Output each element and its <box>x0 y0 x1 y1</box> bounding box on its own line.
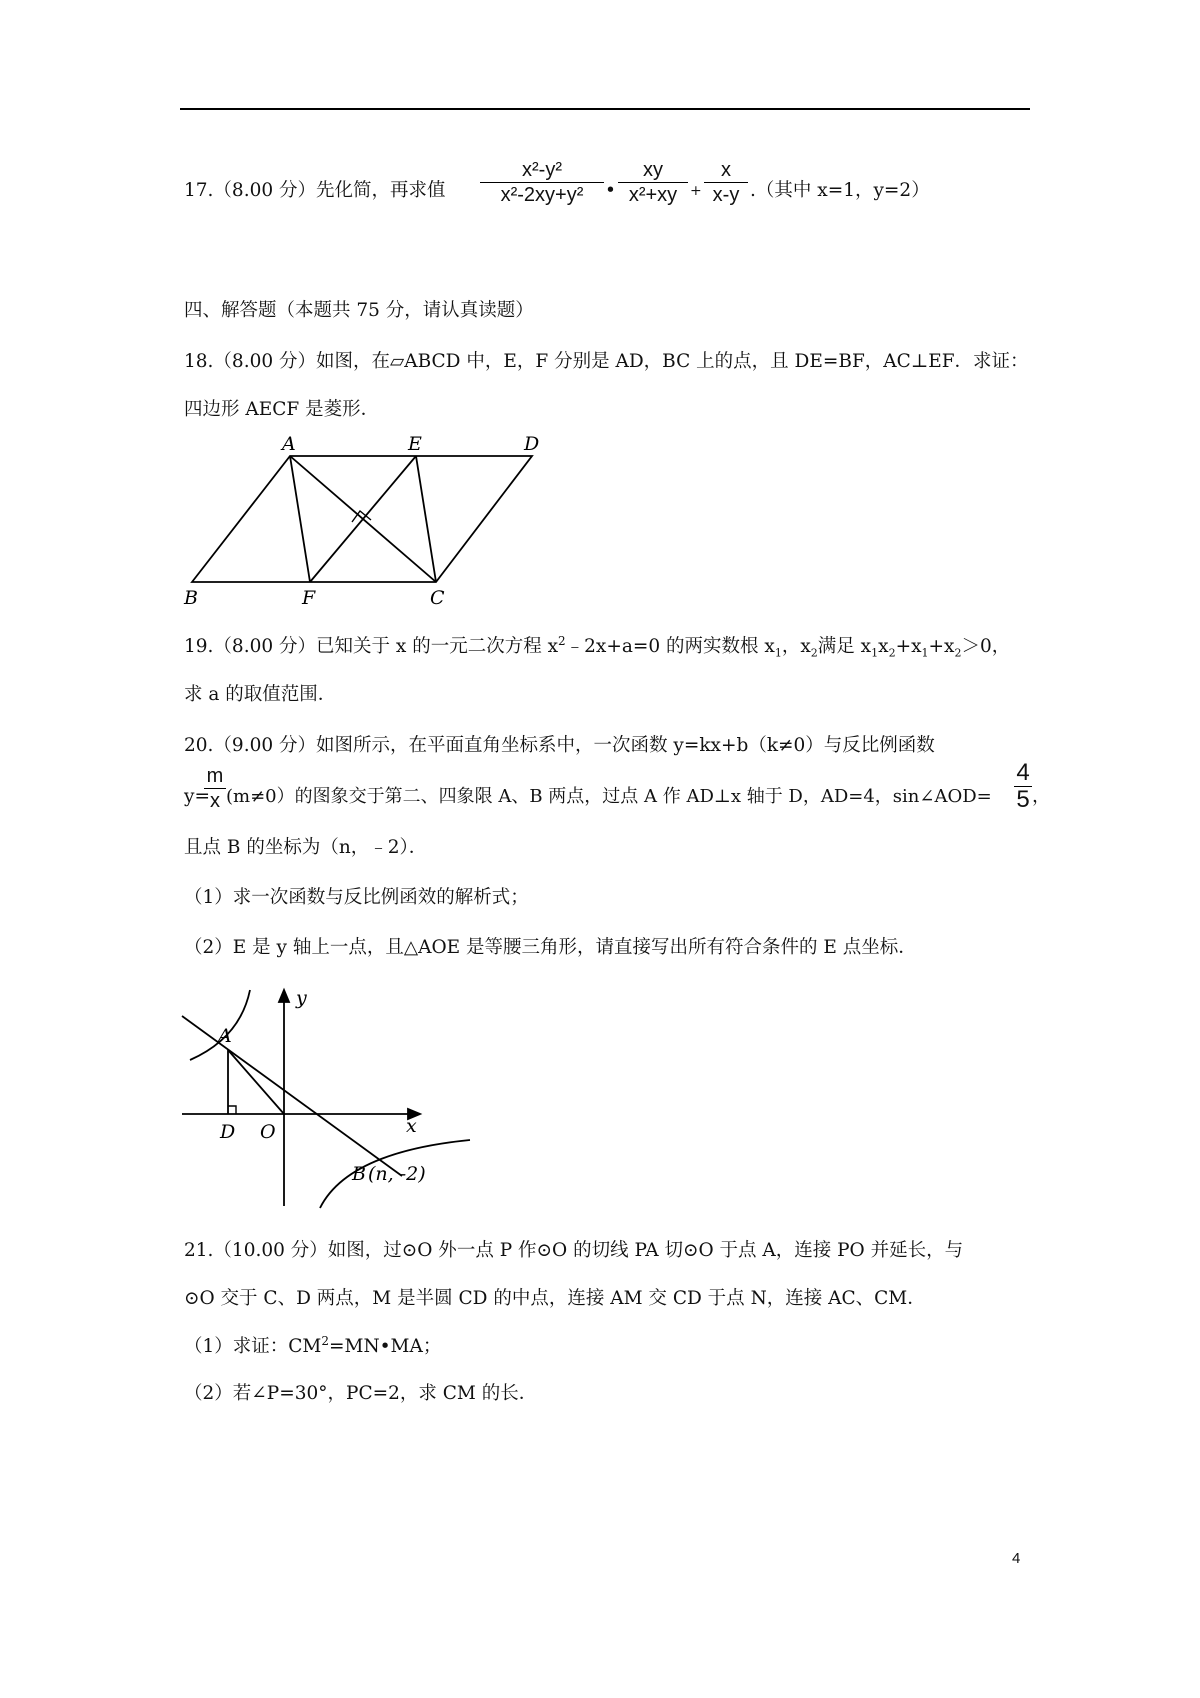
frac-numerator: m <box>206 765 224 787</box>
q17-suffix: .（其中 x=1，y=2） <box>750 180 930 201</box>
q17-frac1-denominator: x²-2xy+y² <box>500 184 584 206</box>
q17-frac1-numerator: x²-y² <box>522 159 562 181</box>
q21-subquestion-1: （1）求证：$CM^2=MN•MA$； <box>184 1333 442 1357</box>
label-y: y <box>296 987 307 1009</box>
q21-line-2: ⊙O 交于 C、D 两点，M 是半圆 CD 的中点，连接 AM 交 CD 于点 N，连接 AC、CM． <box>184 1288 926 1309</box>
q20-line-2: (m≠0）的图象交于第二、四象限 A、B 两点，过点 A 作 AD⊥x 轴于 D，AD=4，sin∠AOD= <box>226 786 992 807</box>
label-E: E <box>408 433 422 455</box>
q17-frac2-denominator: x²+xy <box>628 184 678 206</box>
q20-y-prefix: y= <box>184 786 210 807</box>
q17-plus: + <box>690 183 702 199</box>
q20-fraction-4-over-5 <box>1014 760 1032 813</box>
q17-frac3-denominator: x-y <box>712 184 740 206</box>
q17-prefix: 17.（8.00 分）先化简，再求值 <box>184 180 446 201</box>
q19-line-1: 19.（8.00 分）已知关于 x 的一元二次方程 $x^2﹣2x+a=0$ 的两实数根 $x_1$，$x_2$满足 $x_1x_2+x_1+x_2>0$， <box>184 633 1011 660</box>
q21-subquestion-2: （2）若∠P=30°，PC=2，求 CM 的长． <box>184 1383 538 1404</box>
q20-line-1: 20.（9.00 分）如图所示，在平面直角坐标系中，一次函数 y=kx+b（k≠0）与反比例函数 <box>184 735 935 756</box>
label-A: A <box>218 1025 232 1047</box>
label-x: x <box>406 1115 417 1137</box>
q17-frac2-numerator: xy <box>643 159 663 181</box>
frac-denominator: 5 <box>1016 786 1030 813</box>
page-number: 4 <box>1012 1550 1021 1567</box>
label-B: B <box>352 1163 366 1185</box>
section-heading: 四、解答题（本题共 75 分，请认真读题） <box>184 300 534 321</box>
right-angle-mark <box>228 1106 236 1114</box>
q18-line-2: 四边形 AECF 是菱形． <box>184 399 380 420</box>
q19-line-2: 求 a 的取值范围． <box>184 684 337 705</box>
header-rule <box>180 108 1030 110</box>
q17-frac3-numerator: x <box>721 159 731 181</box>
y-axis-arrow <box>279 990 289 1002</box>
segment-ao <box>228 1050 284 1114</box>
q20-line-2-end: ， <box>1032 786 1051 807</box>
q17-dot: • <box>605 180 616 201</box>
label-D: D <box>220 1121 236 1143</box>
segment-ef <box>310 456 416 582</box>
label-C: C <box>430 587 445 609</box>
parallelogram-figure <box>180 432 560 612</box>
q17-fraction-1 <box>480 158 604 207</box>
q20-fraction-m-over-x <box>204 764 226 813</box>
coordinate-figure <box>180 980 480 1216</box>
q17-fraction-3 <box>704 158 748 207</box>
q20-subquestion-1: （1）求一次函数与反比例函效的解析式； <box>184 887 529 908</box>
label-F: F <box>302 587 316 609</box>
frac-denominator: x <box>210 790 220 812</box>
label-O: O <box>260 1121 276 1143</box>
q17-fraction-2 <box>618 158 688 207</box>
q21-line-1: 21.（10.00 分）如图，过⊙O 外一点 P 作⊙O 的切线 PA 切⊙O 于点 A，连接 PO 并延长，与 <box>184 1240 964 1261</box>
label-B-coordinates: (n, -2) <box>368 1163 426 1185</box>
segment-ec <box>416 456 436 582</box>
linear-function-line <box>182 1016 402 1176</box>
segment-af <box>290 456 310 582</box>
q20-subquestion-2: （2）E 是 y 轴上一点，且△AOE 是等腰三角形，请直接写出所有符合条件的 E 点坐标． <box>184 937 917 958</box>
label-D: D <box>524 433 540 455</box>
label-A: A <box>282 433 296 455</box>
label-B: B <box>184 587 198 609</box>
q20-line-3: 且点 B 的坐标为（n，﹣2）． <box>184 837 428 858</box>
q18-line-1: 18.（8.00 分）如图，在▱ABCD 中，E，F 分别是 AD，BC 上的点，且 DE=BF，AC⊥EF．求证： <box>184 351 1029 372</box>
frac-numerator: 4 <box>1016 759 1030 786</box>
